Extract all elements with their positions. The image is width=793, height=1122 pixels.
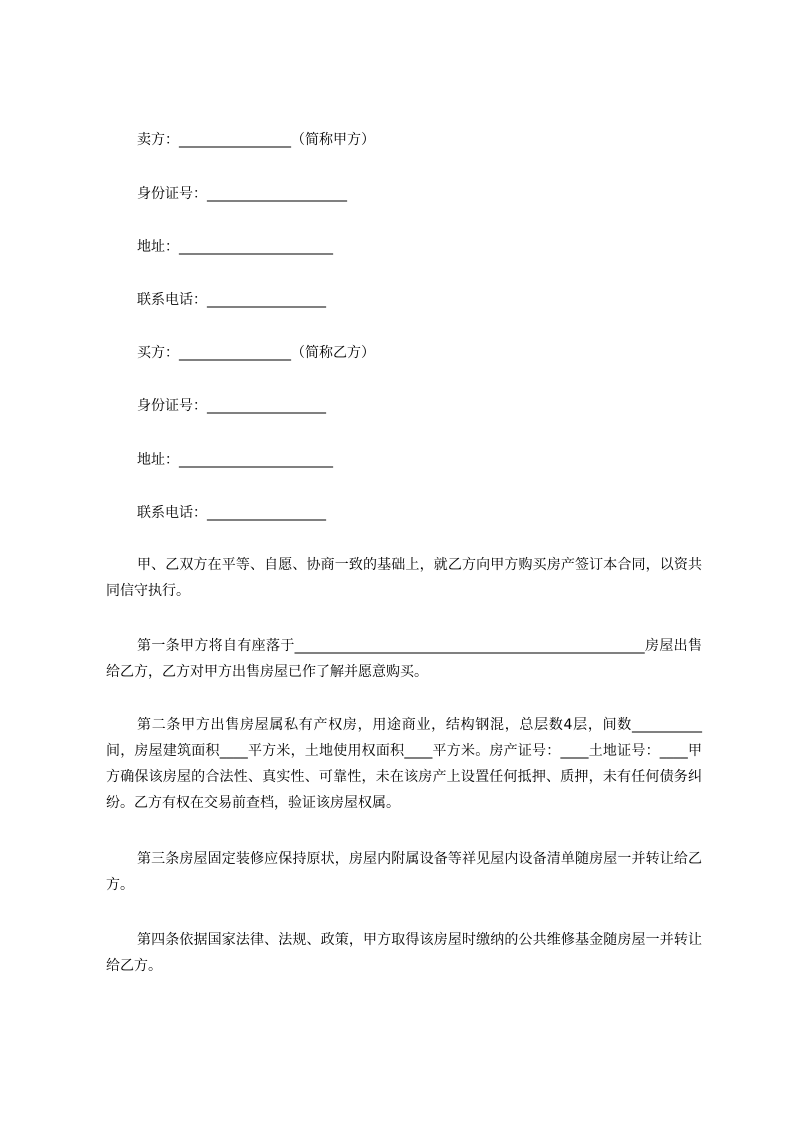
article-3-paragraph: 第三条房屋固定装修应保持原状，房屋内附属设备等祥见屋内设备清单随房屋一并转让给乙方。 xyxy=(106,851,702,893)
buyer-id-line: 身份证号：_________________ xyxy=(137,398,326,414)
seller-address-line: 地址：______________________ xyxy=(137,239,333,255)
article-2-paragraph: 第二条甲方出售房屋属私有产权房，用途商业，结构钢混，总层数4层，间数__________间，房屋建筑面积____平方米，土地使用权面积____平方米。房产证号：____土地证号：____甲方确保该房屋的合法性、真实性、可靠性，未在该房产上设置任何抵押、质押，未有任何债务纠纷。乙方有权在交易前查档，验证该房屋权属。 xyxy=(106,717,702,811)
seller-id-line: 身份证号：____________________ xyxy=(137,186,347,202)
buyer-address-line: 地址：______________________ xyxy=(137,452,333,468)
seller-line: 卖方：________________（简称甲方） xyxy=(137,132,375,148)
seller-phone-line: 联系电话：_________________ xyxy=(137,292,326,308)
article-4-paragraph: 第四条依据国家法律、法规、政策，甲方取得该房屋时缴纳的公共维修基金随房屋一并转让给乙方。 xyxy=(106,932,702,974)
buyer-line: 买方：________________（简称乙方） xyxy=(137,345,375,361)
buyer-phone-line: 联系电话：_________________ xyxy=(137,505,326,521)
intro-paragraph: 甲、乙双方在平等、自愿、协商一致的基础上，就乙方向甲方购买房产签订本合同，以资共同信守执行。 xyxy=(106,557,702,599)
article-1-paragraph: 第一条甲方将自有座落于__________________________________________________房屋出售给乙方，乙方对甲方出售房屋已作了解并愿意购买。 xyxy=(106,638,702,680)
